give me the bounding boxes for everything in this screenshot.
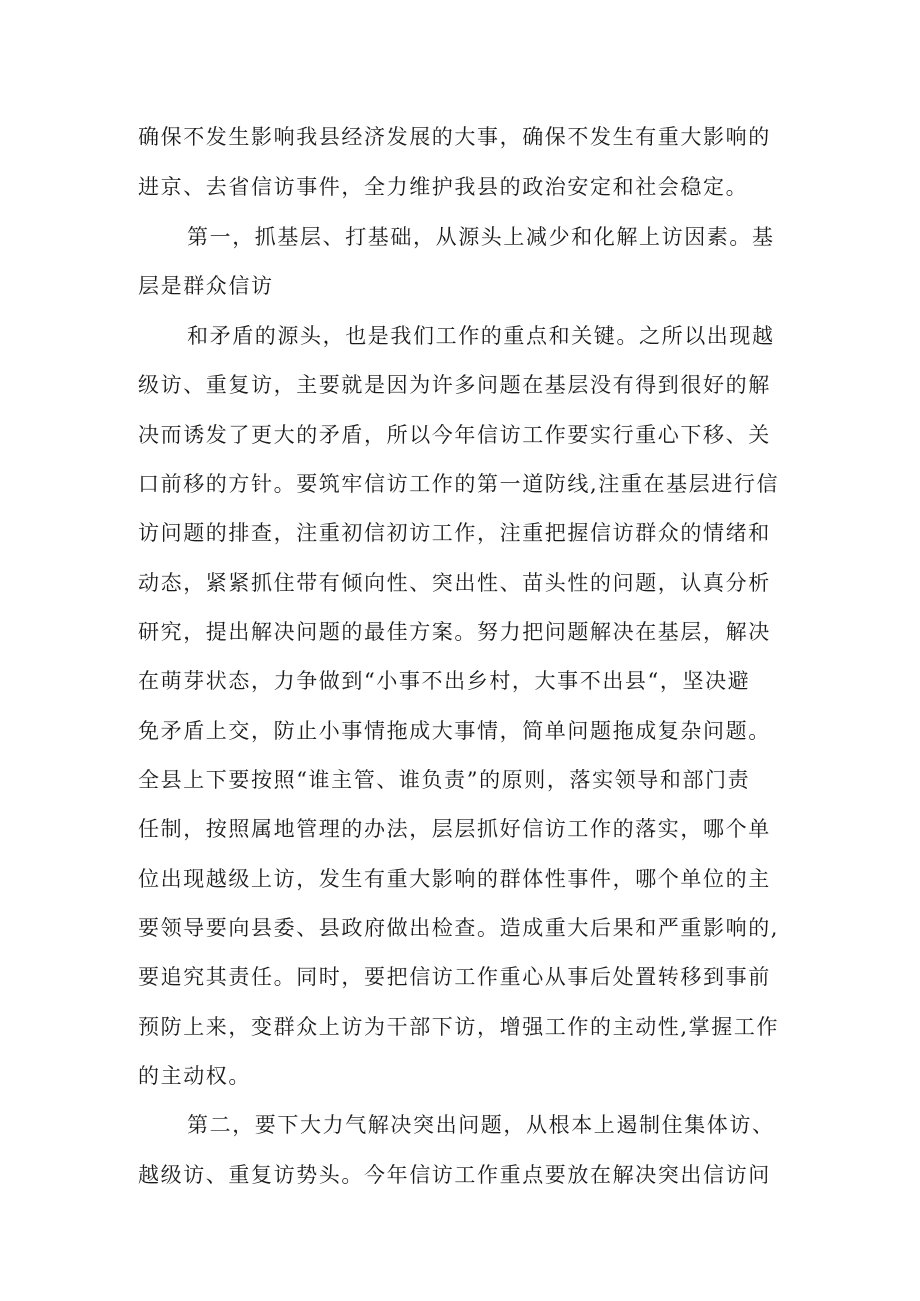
text-line: 研究，提出解决问题的最佳方案。努力把问题解决在基层，解决: [138, 620, 771, 644]
text-line: 的主动权。: [138, 1064, 251, 1088]
text-line: 位出现越级上访，发生有重大影响的群体性事件，哪个单位的主: [138, 867, 771, 891]
text-line: 预防上来，变群众上访为干部下访，增强工作的主动性,掌握工作: [138, 1015, 780, 1039]
text-line: 越级访、重复访势头。今年信访工作重点要放在解决突出信访问: [138, 1163, 771, 1187]
text-line: 在萌芽状态，力争做到“小事不出乡村，大事不出县“，坚决避: [138, 669, 751, 693]
text-line: 访问题的排查，注重初信初访工作，注重把握信访群众的情绪和: [138, 521, 771, 545]
text-line: 口前移的方针。要筑牢信访工作的第一道防线,注重在基层进行信: [138, 472, 780, 496]
text-line: 动态，紧紧抓住带有倾向性、突出性、苗头性的问题，认真分析: [138, 571, 771, 595]
paragraph-start-line: 第二，要下大力气解决突出问题，从根本上遏制住集体访、: [187, 1113, 775, 1137]
text-line: 确保不发生影响我县经济发展的大事，确保不发生有重大影响的: [138, 125, 771, 149]
paragraph-start-line: 和矛盾的源头，也是我们工作的重点和关键。之所以出现越: [187, 324, 775, 348]
text-line: 要领导要向县委、县政府做出检查。造成重大后果和严重影响的,: [138, 916, 780, 940]
text-line: 任制，按照属地管理的办法，层层抓好信访工作的落实，哪个单: [138, 817, 771, 841]
text-line: 级访、重复访，主要就是因为许多问题在基层没有得到很好的解: [138, 373, 771, 397]
text-line: 层是群众信访: [138, 274, 274, 298]
text-line: 进京、去省信访事件，全力维护我县的政治安定和社会稳定。: [138, 175, 749, 199]
text-line: 要追究其责任。同时，要把信访工作重心从事后处置转移到事前: [138, 965, 771, 989]
text-line: 免矛盾上交，防止小事情拖成大事情，简单问题拖成复杂问题。: [138, 719, 771, 743]
text-line: 全县上下要按照“谁主管、谁负责”的原则，落实领导和部门责: [138, 768, 751, 792]
text-line: 决而诱发了更大的矛盾，所以今年信访工作要实行重心下移、关: [138, 423, 771, 447]
paragraph-start-line: 第一，抓基层、打基础，从源头上减少和化解上访因素。基: [187, 225, 775, 249]
